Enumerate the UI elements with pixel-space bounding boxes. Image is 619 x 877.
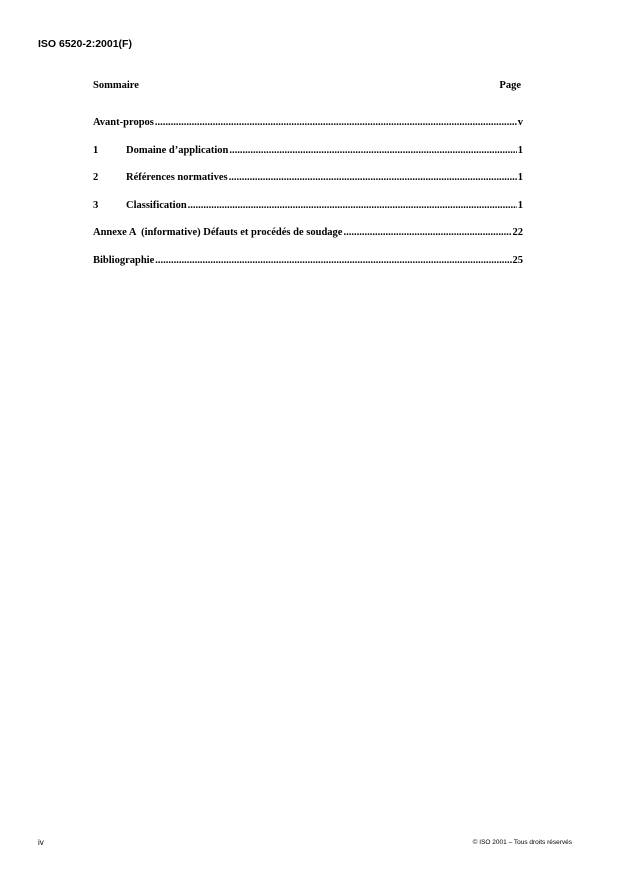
toc-entry-classification[interactable] <box>93 199 523 227</box>
toc-entry-page: 1 <box>517 144 523 156</box>
toc-entry-title[interactable]: Références normatives <box>126 172 228 183</box>
dot-leader <box>343 226 511 240</box>
toc-entry-domaine[interactable] <box>93 144 523 172</box>
toc-header <box>93 78 523 94</box>
toc-entry-annexe-a[interactable] <box>93 226 523 254</box>
toc-entry-page: 1 <box>517 172 523 183</box>
toc-entry-avant-propos[interactable] <box>93 116 523 144</box>
footer-copyright: © ISO 2001 – Tous droits réservés <box>472 839 572 846</box>
toc-entry-title[interactable]: Annexe A (informative) Défauts et procédés de soudage <box>93 227 343 238</box>
toc-entry-page: 1 <box>517 199 523 211</box>
toc-entry-number: 2 <box>93 172 99 183</box>
toc-entry-references[interactable] <box>93 171 523 199</box>
dot-leader <box>155 254 511 268</box>
toc-page-label: Page <box>499 80 521 91</box>
toc-entry-title[interactable]: Domaine d’application <box>126 144 229 156</box>
toc-entry-number: 3 <box>93 199 99 211</box>
toc-entry-title[interactable]: Classification <box>126 199 187 211</box>
document-id: ISO 6520-2:2001(F) <box>38 38 132 50</box>
dot-leader <box>155 116 517 130</box>
dot-leader <box>229 144 516 158</box>
toc-entry-number: 1 <box>93 144 99 156</box>
toc-entry-bibliographie[interactable] <box>93 254 523 282</box>
toc-entry-title[interactable]: Avant-propos <box>93 117 154 128</box>
dot-leader <box>229 171 517 185</box>
table-of-contents <box>93 78 523 281</box>
dot-leader <box>188 199 517 213</box>
toc-title: Sommaire <box>93 80 139 91</box>
footer-page-number: iv <box>38 838 44 847</box>
toc-entry-page: 25 <box>512 254 523 266</box>
toc-entry-title[interactable]: Bibliographie <box>93 254 155 266</box>
toc-entry-page: v <box>517 117 523 128</box>
toc-entry-page: 22 <box>512 227 523 238</box>
